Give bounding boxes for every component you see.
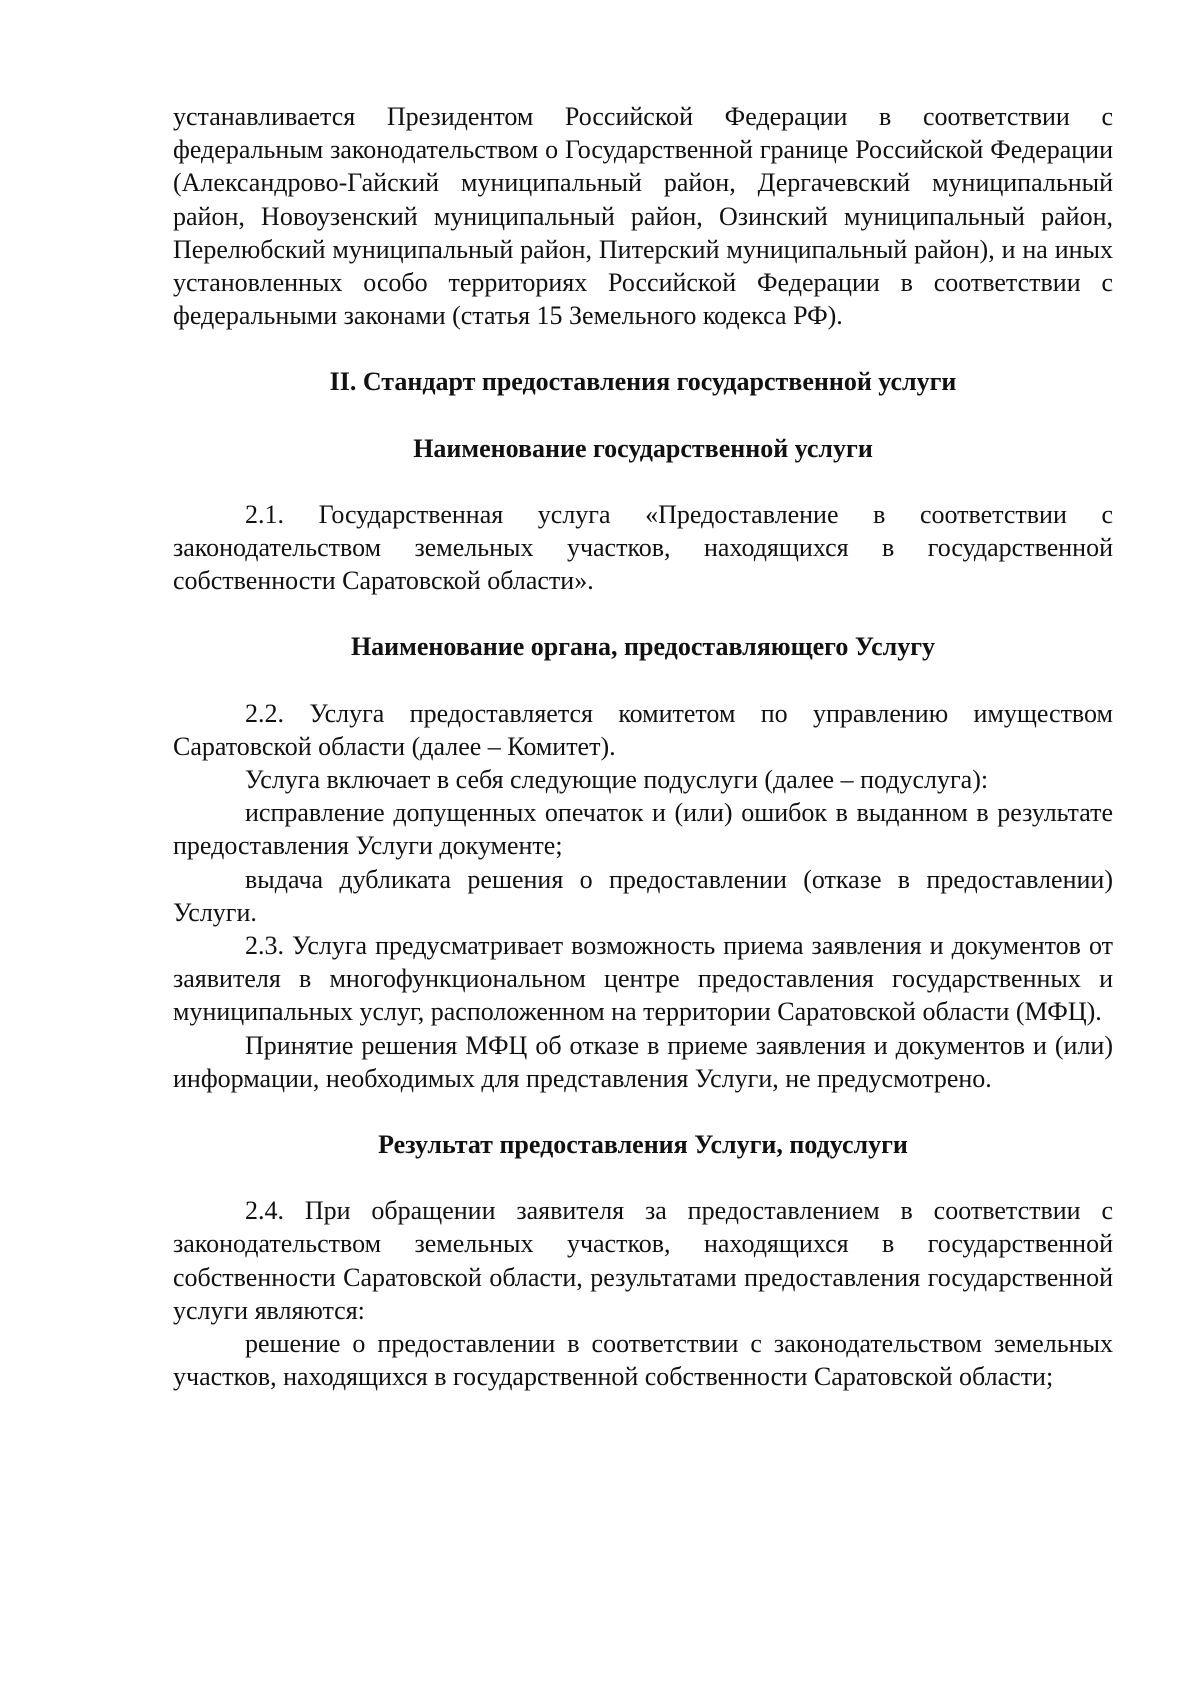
- document-page: [173, 100, 1113, 1394]
- paragraph-duplicate: выдача дубликата решения о предоставлении (отказе в предоставлении) Услуги.: [173, 864, 1113, 927]
- paragraph-correction: исправление допущенных опечаток и (или) ошибок в выданном в результате предоставления Услуги документе;: [173, 798, 1113, 861]
- heading-authority: Наименование органа, предоставляющего Услугу: [350, 632, 936, 662]
- paragraph-decision: решение о предоставлении в соответствии с законодательством земельных участков, находящихся в государственной собственности Саратовской области;: [173, 1329, 1113, 1392]
- section-heading: II. Стандарт предоставления государственной услуги: [329, 367, 957, 397]
- paragraph-2-1: 2.1. Государственная услуга «Предоставление в соответствии с законодательством земельных участков, находящихся в государственной собственности Саратовской области».: [173, 499, 1113, 596]
- heading-result: Результат предоставления Услуги, подуслуги: [378, 1130, 908, 1160]
- paragraph-2-4: 2.4. При обращении заявителя за предоставлением в соответствии с законодательством земельных участков, находящихся в государственной собственности Саратовской области, результатами предоставления государственной услуги являются:: [173, 1196, 1113, 1325]
- paragraph-mfc-refusal: Принятие решения МФЦ об отказе в приеме заявления и документов и (или) информации, необходимых для представления Услуги, не предусмотрено.: [173, 1030, 1113, 1093]
- paragraph-subservices: Услуга включает в себя следующие подуслуги (далее – подуслуга):: [245, 765, 989, 795]
- paragraph-border-territories: устанавливается Президентом Российской Федерации в соответствии с федеральным законодательством о Государственной границе Российской Федерации (Александрово-Гайский муниципальный район, Дергачевский муниципальный район, Новоузенский муниципальный район, Озинский муниципальный район, Перелюбский муниципальный район, Питерский муниципальный район), и на иных установленных особо территориях Российской Федерации в соответствии с федеральными законами (статья 15 Земельного кодекса РФ).: [173, 102, 1113, 331]
- paragraph-2-2: 2.2. Услуга предоставляется комитетом по управлению имуществом Саратовской области (далее – Комитет).: [173, 698, 1113, 761]
- paragraph-2-3: 2.3. Услуга предусматривает возможность приема заявления и документов от заявителя в многофункциональном центре предоставления государственных и муниципальных услуг, расположенном на территории Саратовской области (МФЦ).: [173, 931, 1113, 1027]
- heading-service-name: Наименование государственной услуги: [413, 433, 873, 463]
